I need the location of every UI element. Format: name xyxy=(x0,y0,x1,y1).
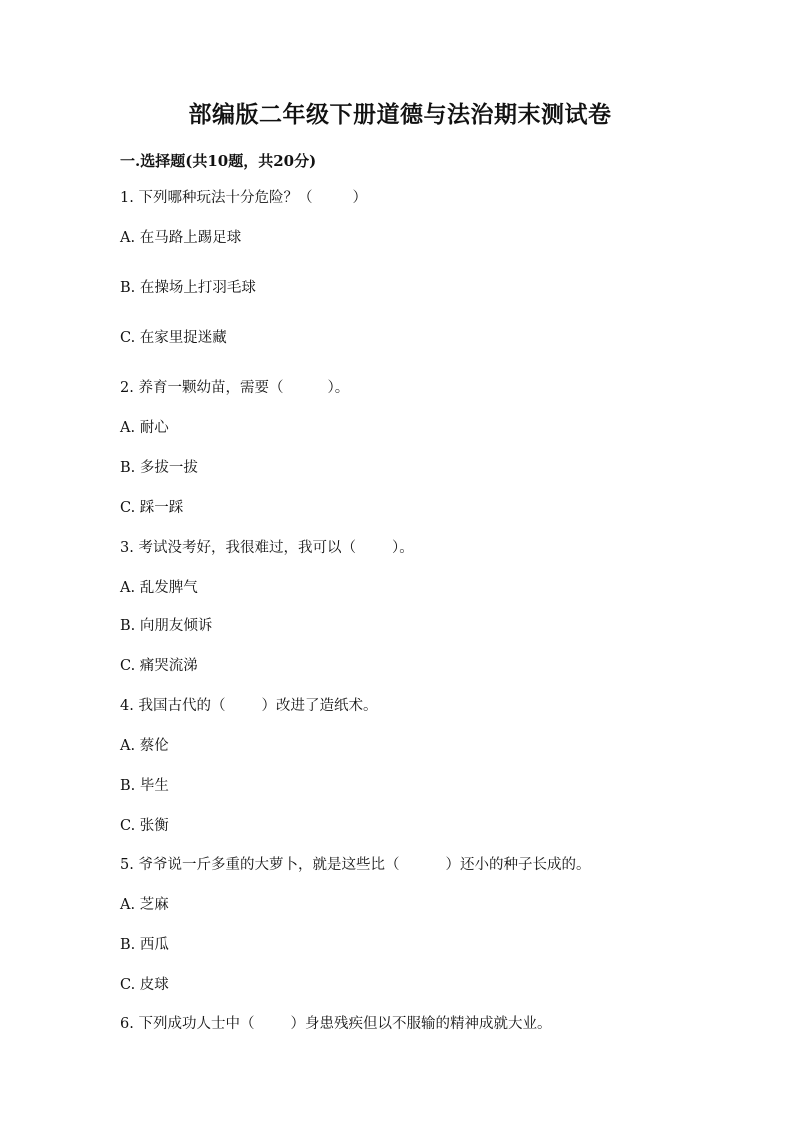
question-2-option-c: C. 踩一踩 xyxy=(120,500,184,516)
question-2-option-a: A. 耐心 xyxy=(120,420,169,436)
question-3-stem xyxy=(120,538,414,558)
question-stem-text: 1. 下列哪种玩法十分危险？（ xyxy=(120,190,313,206)
question-stem-text: ）身患残疾但以不服输的精神成就大业。 xyxy=(290,1016,552,1032)
question-4-option-b: B. 毕生 xyxy=(120,778,169,794)
question-3-option-b: B. 向朋友倾诉 xyxy=(120,618,213,634)
question-4-option-a: A. 蔡伦 xyxy=(120,738,169,754)
page-title: 部编版二年级下册道德与法治期末测试卷 xyxy=(188,101,612,128)
question-stem-text: 3. 考试没考好，我很难过，我可以（ xyxy=(120,540,356,556)
question-stem-text: ）。 xyxy=(391,540,414,556)
question-4-stem xyxy=(120,696,377,716)
question-1-option-c: C. 在家里捉迷藏 xyxy=(120,330,227,346)
question-5-option-c: C. 皮球 xyxy=(120,977,169,993)
question-5-stem xyxy=(120,855,590,875)
question-5-option-a: A. 芝麻 xyxy=(120,897,169,913)
question-stem-text: 2. 养育一颗幼苗，需要（ xyxy=(120,380,284,396)
question-stem-text: 4. 我国古代的（ xyxy=(120,698,226,714)
question-stem-text: ）改进了造纸术。 xyxy=(261,698,378,714)
question-4-option-c: C. 张衡 xyxy=(120,818,169,834)
question-5-option-b: B. 西瓜 xyxy=(120,937,169,953)
question-2-option-b: B. 多拔一拔 xyxy=(120,460,198,476)
question-1-option-b: B. 在操场上打羽毛球 xyxy=(120,280,256,296)
question-6-stem xyxy=(120,1014,551,1034)
question-3-option-a: A. 乱发脾气 xyxy=(120,580,198,596)
question-3-option-c: C. 痛哭流涕 xyxy=(120,658,198,674)
question-stem-text: ）。 xyxy=(327,380,350,396)
section-heading: 一.选择题(共10题，共20分) xyxy=(120,152,317,170)
question-stem-text: 6. 下列成功人士中（ xyxy=(120,1016,255,1032)
question-1-option-a: A. 在马路上踢足球 xyxy=(120,230,242,246)
question-2-stem xyxy=(120,378,349,398)
question-stem-text: ） xyxy=(352,190,367,206)
question-stem-text: 5. 爷爷说一斤多重的大萝卜，就是这些比（ xyxy=(120,857,400,873)
question-stem-text: ）还小的种子长成的。 xyxy=(445,857,591,873)
question-1-stem xyxy=(120,188,367,208)
